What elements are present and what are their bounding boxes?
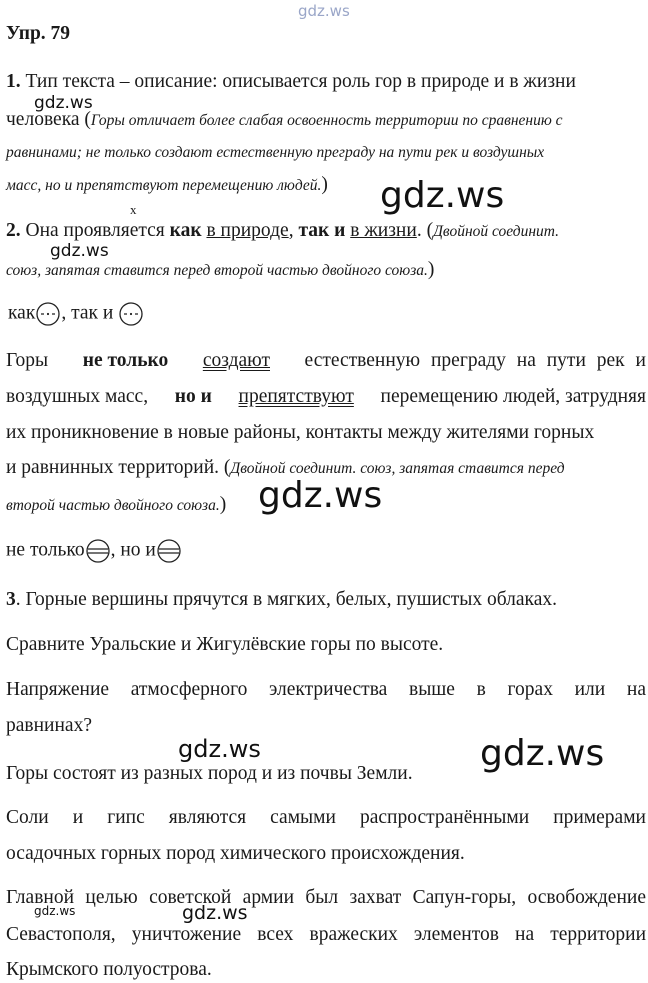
p4-sentence1 [6, 588, 557, 611]
p4-sentence6-line1: Главной целью советской армии был захват Сапун-горы, освобождение [6, 887, 646, 908]
p2-dot: . [416, 220, 422, 241]
p4-sentence6-line3: Крымского полуострова. [6, 959, 212, 980]
p2-tak-i: так и [298, 220, 346, 241]
x-mark: x [130, 202, 137, 217]
scheme2-ne-tolko-label: не только [6, 539, 85, 561]
p4-sentence5-line1: Соли и гипс являются самыми распространёнными примерами [6, 807, 646, 828]
p3-vozdushnyh: воздушных масс, [6, 386, 149, 407]
p3-close-paren: ) [219, 494, 227, 515]
exercise-title: Упр. 79 [6, 23, 71, 44]
p4-sentence3-line2: равнинах? [6, 715, 92, 736]
double-line-circle-icon [156, 538, 182, 564]
p4-s1-text: . Горные вершины прячутся в мягких, белых, пушистых облаках. [15, 589, 557, 610]
p1-text2: человека ( [6, 109, 91, 130]
p1-line1 [6, 70, 576, 93]
p3-line2 [6, 385, 646, 408]
watermark-small-2: gdz.ws [50, 241, 109, 261]
scheme-ne-tolko-no-i [6, 538, 182, 564]
p1-close-paren: ) [321, 174, 328, 195]
p1-note-line2: равнинами; не только создают естественную преграду на пути рек и воздушных [6, 144, 545, 161]
watermark-top: gdz.ws [298, 2, 350, 20]
p1-line2 [6, 108, 563, 132]
p3-line1 [6, 349, 646, 372]
p3-prepyatstvuyut: препятствуют [238, 386, 354, 407]
p1-note-line1: Горы отличает более слабая освоенность территории по сравнению с [90, 112, 563, 129]
p2-kak: как [169, 220, 202, 241]
double-line-circle-icon [85, 538, 111, 564]
scheme-kak-tak-i [8, 301, 144, 327]
p1-text1: Тип текста – описание: описывается роль гор в природе и в жизни [25, 71, 576, 92]
watermark-big-2: gdz.ws [258, 475, 383, 516]
watermark-small-3: gdz.ws [34, 904, 76, 918]
p3-note1: Двойной соединит. союз, запятая ставится перед [230, 460, 565, 477]
p2-number: 2. [6, 220, 21, 241]
scheme1-kak-label: как [8, 302, 36, 324]
p4-sentence2: Сравните Уральские и Жигулёвские горы по высоте. [6, 634, 444, 655]
p4-sentence4: Горы состоят из разных пород и из почвы Земли. [6, 763, 413, 784]
p3-line1-rest: естественную преграду на пути рек и [304, 350, 646, 371]
p2-v-prirode: в природе [206, 220, 289, 241]
p1-number: 1. [6, 71, 21, 92]
watermark-big-3: gdz.ws [480, 733, 605, 774]
watermark-mid: gdz.ws [178, 735, 261, 763]
p2-paren-open: ( [426, 220, 434, 241]
p3-gory: Горы [6, 350, 49, 371]
p2-line2 [6, 258, 434, 281]
watermark-big-1: gdz.ws [380, 175, 505, 216]
watermark-mid-2: gdz.ws [182, 902, 248, 924]
p3-line5 [6, 493, 226, 516]
p4-number: 3 [6, 589, 16, 610]
p3-ne-tolko: не только [82, 350, 169, 371]
p2-text-a: Она проявляется [25, 220, 165, 241]
p3-note2: второй частью двойного союза. [6, 497, 220, 514]
watermark-small-1: gdz.ws [34, 93, 93, 113]
p2-paren-close: ) [427, 259, 435, 280]
p3-no-i: но и [174, 386, 212, 407]
p2-v-zhizni: в жизни [350, 220, 417, 241]
p4-sentence6-line2: Севастополя, уничтожение всех вражеских элементов на территории [6, 924, 646, 945]
p3-line2-rest: перемещению людей, затрудняя [380, 386, 646, 407]
p4-sentence3-line1: Напряжение атмосферного электричества выше в горах или на [6, 679, 646, 700]
p1-note-line3: масс, но и препятствуют перемещению людей. [6, 177, 322, 194]
dash-dot-circle-icon [35, 301, 61, 327]
p3-line4-text: и равнинных территорий. ( [6, 457, 231, 478]
p2-note2: союз, запятая ставится перед второй частью двойного союза. [6, 262, 428, 279]
p2-line1 [6, 219, 559, 243]
p1-line4 [6, 173, 328, 196]
dash-dot-circle-icon [118, 301, 144, 327]
p2-comma: , [288, 220, 294, 241]
p3-line3: их проникновение в новые районы, контакты между жителями горных [6, 422, 595, 443]
p3-sozdayut: создают [202, 350, 270, 371]
p2-note1: Двойной соединит. [433, 223, 560, 240]
scheme2-no-i-label: , но и [110, 539, 156, 561]
p4-sentence5-line2: осадочных горных пород химического происхождения. [6, 843, 465, 864]
scheme1-tak-i-label: , так и [61, 302, 114, 324]
